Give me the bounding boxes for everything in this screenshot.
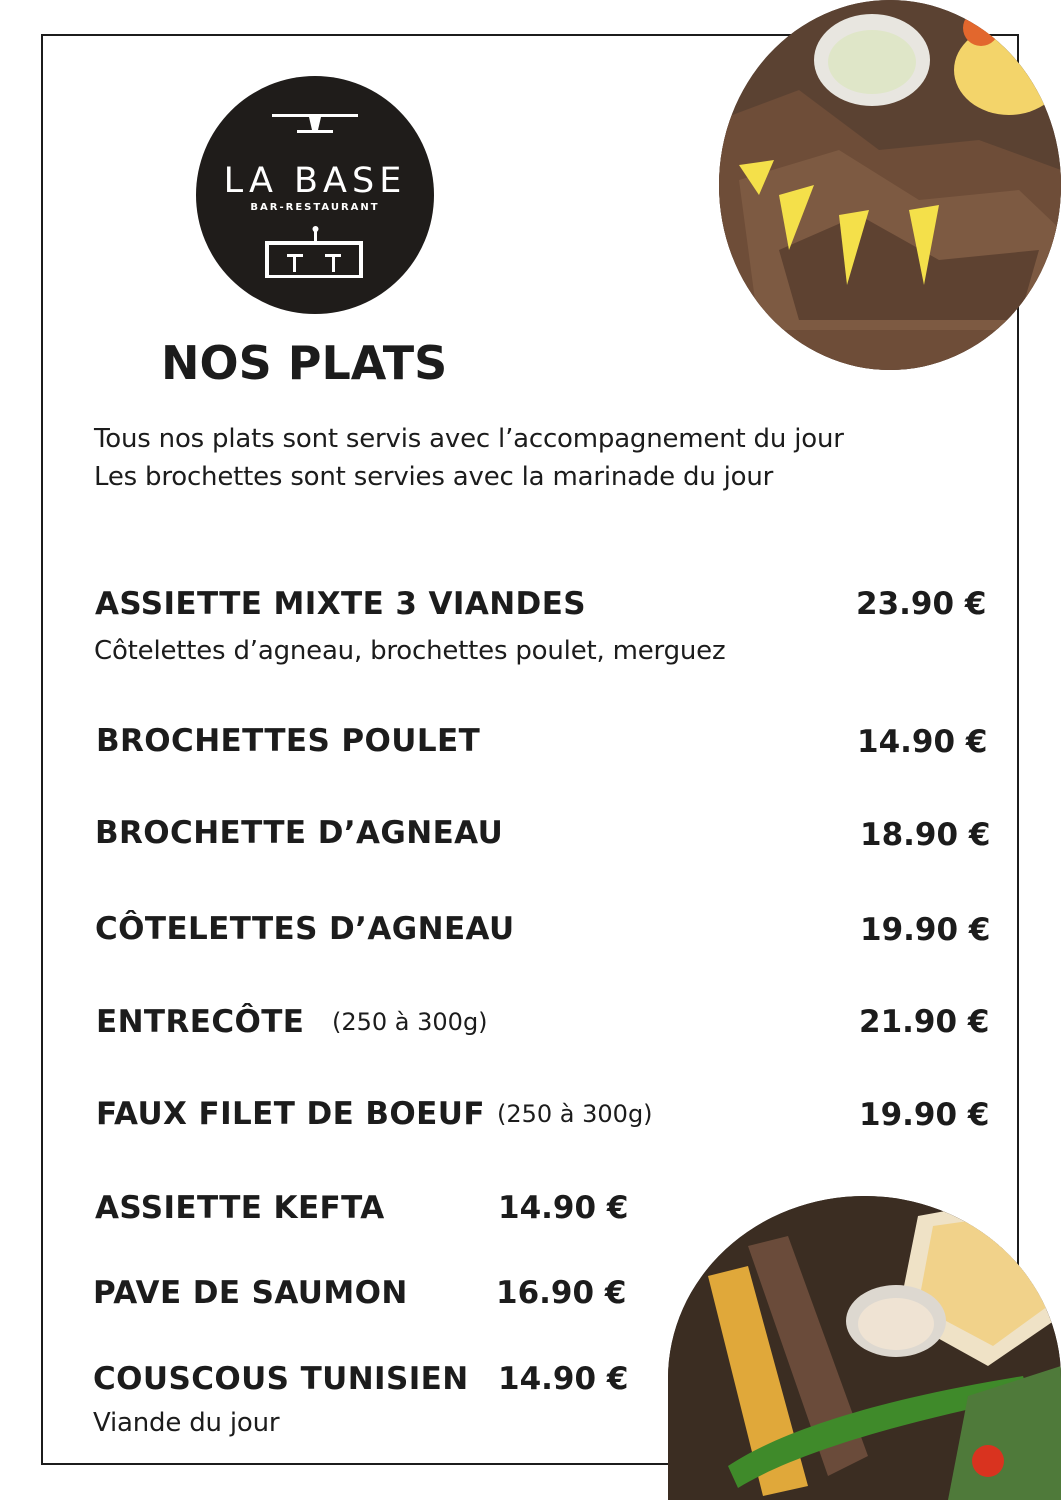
menu-item-price: 19.90 € bbox=[859, 1097, 990, 1133]
menu-item-price: 21.90 € bbox=[859, 1004, 990, 1040]
grilled-meat-platter-photo bbox=[719, 0, 1061, 370]
menu-item-price: 23.90 € bbox=[856, 586, 987, 622]
menu-item-price: 14.90 € bbox=[498, 1361, 629, 1397]
menu-item-price: 14.90 € bbox=[857, 724, 988, 760]
menu-item-name: BROCHETTE D’AGNEAU bbox=[95, 815, 504, 851]
menu-item-price: 14.90 € bbox=[498, 1190, 629, 1226]
menu-item-weight-note: (250 à 300g) bbox=[497, 1100, 653, 1128]
menu-item-name: ASSIETTE MIXTE 3 VIANDES bbox=[95, 586, 586, 622]
menu-item-name: CÔTELETTES D’AGNEAU bbox=[95, 911, 515, 947]
menu-item-description: Côtelettes d’agneau, brochettes poulet, merguez bbox=[94, 636, 726, 666]
intro-line-2: Les brochettes sont servies avec la marinade du jour bbox=[94, 462, 774, 492]
menu-item-name: PAVE DE SAUMON bbox=[93, 1275, 408, 1311]
menu-item-name: COUSCOUS TUNISIEN bbox=[93, 1361, 469, 1397]
menu-item-description: Viande du jour bbox=[93, 1408, 280, 1438]
menu-item-price: 19.90 € bbox=[860, 912, 991, 948]
menu-item-name: BROCHETTES POULET bbox=[96, 723, 481, 759]
menu-item-price: 16.90 € bbox=[496, 1275, 627, 1311]
menu-item-weight-note: (250 à 300g) bbox=[332, 1008, 488, 1036]
menu-item-name: ENTRECÔTE bbox=[96, 1004, 305, 1040]
menu-item-price: 18.90 € bbox=[860, 817, 991, 853]
menu-item-name: FAUX FILET DE BOEUF bbox=[96, 1096, 485, 1132]
menu-item-name: ASSIETTE KEFTA bbox=[95, 1190, 385, 1226]
restaurant-logo bbox=[196, 76, 434, 314]
logo-name: LA BASE bbox=[223, 161, 407, 201]
logo-subtitle: BAR-RESTAURANT bbox=[250, 202, 380, 213]
intro-line-1: Tous nos plats sont servis avec l’accompagnement du jour bbox=[94, 424, 844, 454]
page-title: NOS PLATS bbox=[161, 336, 448, 390]
